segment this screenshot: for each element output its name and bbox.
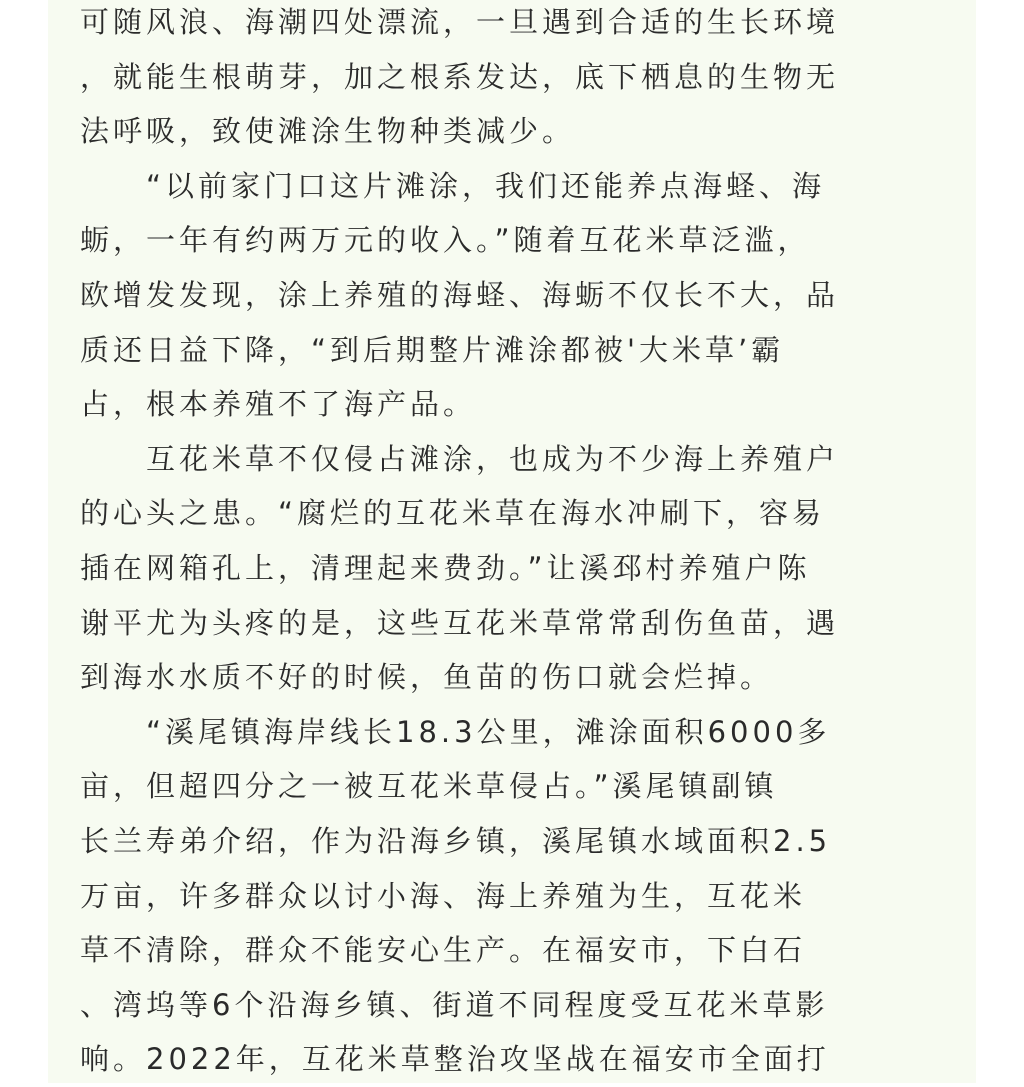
text-line: 可随风浪、海潮四处漂流，一旦遇到合适的生长环境 (80, 5, 840, 39)
text-line: 万亩，许多群众以讨小海、海上养殖为生，互花米 (80, 878, 807, 913)
text-line: “以前家门口这片滩涂，我们还能养点海蛏、海 (80, 168, 826, 203)
text-line: 蛎，一年有约两万元的收入。”随着互花米草泛滥， (80, 223, 811, 258)
text-line: 欧增发发现，涂上养殖的海蛏、海蛎不仅长不大，品 (80, 277, 840, 312)
text-line: 插在网箱孔上，清理起来费劲。”让溪邳村养殖户陈 (80, 550, 811, 585)
text-line: 谢平尤为头疼的是，这些互花米草常常刮伤鱼苗，遇 (80, 605, 840, 640)
text-line: 互花米草不仅侵占滩涂，也成为不少海上养殖户 (80, 441, 840, 476)
text-line: 、湾坞等6个沿海乡镇、街道不同程度受互花米草影 (80, 987, 829, 1022)
text-line: 法呼吸，致使滩涂生物种类减少。 (80, 114, 576, 149)
article-body (80, 0, 946, 1087)
text-line: 到海水水质不好的时候，鱼苗的伤口就会烂掉。 (80, 660, 774, 695)
text-line: 草不清除，群众不能安心生产。在福安市，下白石 (80, 933, 807, 968)
text-line: “溪尾镇海岸线长18.3公里，滩涂面积6000多 (80, 714, 831, 749)
text-line: 响。2022年，互花米草整治攻坚战在福安市全面打 (80, 1042, 830, 1077)
text-line: 长兰寿弟介绍，作为沿海乡镇，溪尾镇水域面积2.5 (80, 823, 832, 858)
text-line: 质还日益下降，“到后期整片滩涂都被'大米草’霸 (80, 332, 785, 367)
text-line: ，就能生根萌芽，加之根系发达，底下栖息的生物无 (80, 59, 840, 94)
text-line: 占，根本养殖不了海产品。 (80, 387, 477, 422)
text-line: 亩，但超四分之一被互花米草侵占。”溪尾镇副镇 (80, 769, 778, 804)
text-line: 的心头之患。“腐烂的互花米草在海水冲刷下，容易 (80, 496, 826, 531)
